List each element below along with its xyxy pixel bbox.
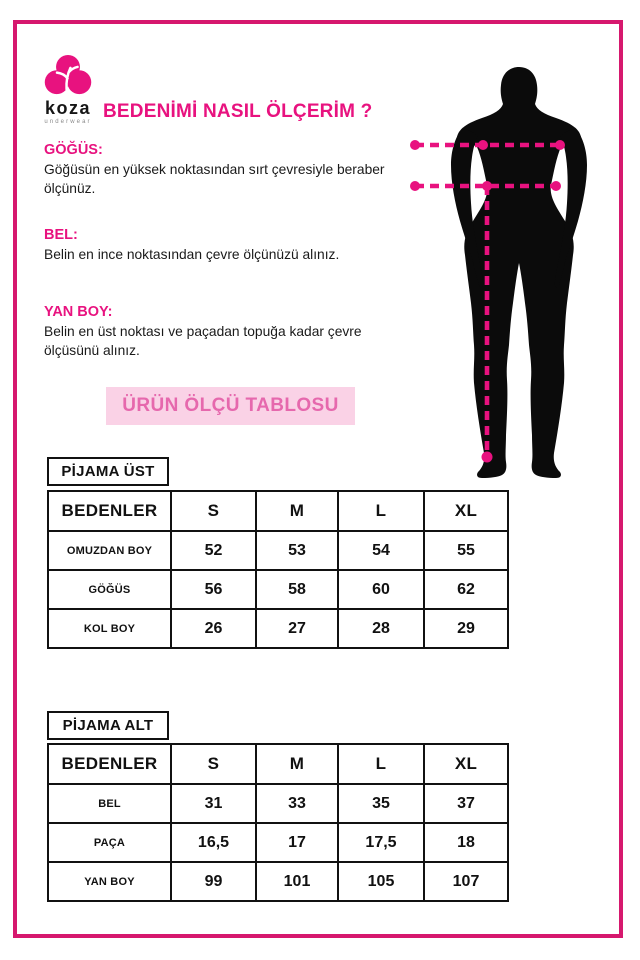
body-measurement-figure — [405, 25, 620, 500]
section-heading: GÖĞÜS: — [44, 142, 103, 158]
size-value: 29 — [424, 609, 508, 648]
size-value: 52 — [171, 531, 256, 570]
table-row — [48, 531, 508, 570]
table-title-pijama-ust: PİJAMA ÜST — [47, 457, 169, 486]
size-value: 53 — [256, 531, 338, 570]
table-header-row — [48, 744, 508, 784]
row-label: GÖĞÜS — [48, 570, 171, 609]
size-value: 26 — [171, 609, 256, 648]
size-value: 62 — [424, 570, 508, 609]
section-body: Belin en üst noktası ve paçadan topuğa kadar çevre ölçüsünü alınız. — [44, 324, 362, 358]
brand-subtitle: underwear — [44, 119, 92, 125]
size-value: 60 — [338, 570, 424, 609]
female-body-silhouette — [405, 25, 620, 495]
column-header-size: S — [171, 491, 256, 531]
row-label: OMUZDAN BOY — [48, 531, 171, 570]
size-value: 58 — [256, 570, 338, 609]
column-header-size: M — [256, 744, 338, 784]
size-value: 101 — [256, 862, 338, 901]
table-title-pijama-alt: PİJAMA ALT — [47, 711, 169, 740]
column-header-bedenler: BEDENLER — [48, 744, 171, 784]
size-value: 55 — [424, 531, 508, 570]
section-body: Göğüsün en yüksek noktasından sırt çevresiyle beraber ölçünüz. — [44, 162, 385, 196]
size-value: 54 — [338, 531, 424, 570]
size-value: 35 — [338, 784, 424, 823]
column-header-size: S — [171, 744, 256, 784]
table-row — [48, 862, 508, 901]
section-bel — [44, 227, 392, 265]
column-header-size: L — [338, 491, 424, 531]
size-value: 33 — [256, 784, 338, 823]
column-header-size: XL — [424, 491, 508, 531]
size-value: 17 — [256, 823, 338, 862]
table-row — [48, 570, 508, 609]
row-label: KOL BOY — [48, 609, 171, 648]
column-header-size: XL — [424, 744, 508, 784]
size-value: 17,5 — [338, 823, 424, 862]
section-yanboy — [44, 304, 392, 360]
koza-flower-icon — [43, 54, 93, 98]
row-label: YAN BOY — [48, 862, 171, 901]
table-row — [48, 823, 508, 862]
size-value: 107 — [424, 862, 508, 901]
size-table-banner: ÜRÜN ÖLÇÜ TABLOSU — [106, 387, 355, 425]
size-value: 56 — [171, 570, 256, 609]
brand-name: koza — [44, 98, 92, 118]
size-value: 16,5 — [171, 823, 256, 862]
table-row — [48, 784, 508, 823]
column-header-size: L — [338, 744, 424, 784]
size-value: 99 — [171, 862, 256, 901]
table-header-row — [48, 491, 508, 531]
section-gogus — [44, 142, 392, 198]
size-value: 31 — [171, 784, 256, 823]
size-value: 18 — [424, 823, 508, 862]
size-value: 27 — [256, 609, 338, 648]
size-table-pijama-alt — [47, 743, 509, 902]
size-table-pijama-ust — [47, 490, 509, 649]
table-row — [48, 609, 508, 648]
row-label: BEL — [48, 784, 171, 823]
page-title: BEDENİMİ NASIL ÖLÇERİM ? — [103, 101, 373, 122]
brand-logo — [38, 54, 98, 125]
section-body: Belin en ince noktasından çevre ölçünüzü alınız. — [44, 247, 340, 262]
row-label: PAÇA — [48, 823, 171, 862]
size-value: 28 — [338, 609, 424, 648]
section-heading: BEL: — [44, 227, 78, 243]
column-header-size: M — [256, 491, 338, 531]
size-value: 37 — [424, 784, 508, 823]
size-value: 105 — [338, 862, 424, 901]
section-heading: YAN BOY: — [44, 304, 113, 320]
column-header-bedenler: BEDENLER — [48, 491, 171, 531]
